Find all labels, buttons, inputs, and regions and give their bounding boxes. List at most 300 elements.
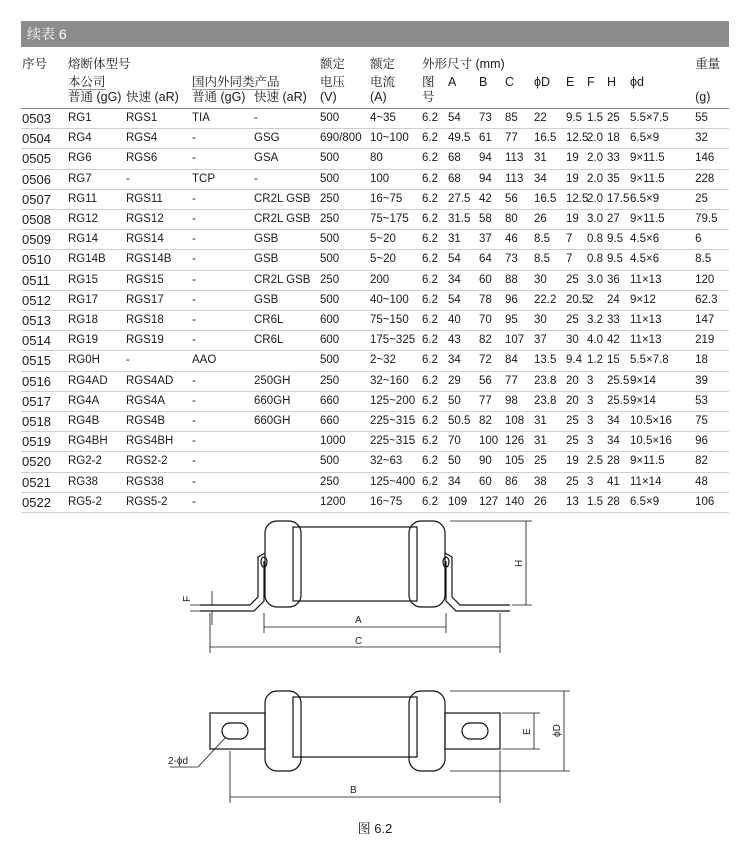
table-cell: 500 — [319, 452, 369, 472]
table-cell: 10.5×16 — [629, 412, 694, 432]
table-cell: 7 — [565, 250, 586, 270]
table-cell: 1.5 — [586, 492, 606, 512]
dim-label-H: H — [514, 559, 525, 567]
table-cell: 15 — [606, 351, 629, 371]
table-cell: 6.2 — [421, 311, 447, 331]
table-cell: 78 — [478, 290, 504, 310]
table-cell: 250 — [319, 189, 369, 209]
table-row — [21, 432, 729, 452]
table-cell: 73 — [504, 250, 533, 270]
table-cell: 225~315 — [369, 412, 421, 432]
table-cell: CR2L GSB — [253, 270, 319, 290]
table-cell: 0513 — [21, 311, 67, 331]
fuse-top-view — [210, 691, 500, 771]
table-cell: 3 — [586, 432, 606, 452]
table-cell: 55 — [694, 109, 729, 129]
table-cell: 48 — [694, 472, 729, 492]
table-row — [21, 412, 729, 432]
table-cell: 0503 — [21, 109, 67, 129]
table-cell: 0506 — [21, 169, 67, 189]
table-cell: GSB — [253, 290, 319, 310]
table-cell: 6.2 — [421, 412, 447, 432]
table-cell: RG4AD — [67, 371, 125, 391]
table-cell: 600 — [319, 311, 369, 331]
table-cell: - — [191, 492, 253, 512]
table-cell: 0.8 — [586, 230, 606, 250]
table-cell: 34 — [606, 432, 629, 452]
table-row — [21, 250, 729, 270]
table-cell: - — [191, 189, 253, 209]
table-cell: RGS4AD — [125, 371, 191, 391]
figure-6-2 — [150, 505, 600, 795]
table-cell: 22 — [533, 109, 565, 129]
table-cell: RGS4B — [125, 412, 191, 432]
table-cell: 109 — [447, 492, 478, 512]
table-cell: 17.5 — [606, 189, 629, 209]
table-cell: 31.5 — [447, 210, 478, 230]
header-rated-i-2: 电流 — [370, 75, 396, 89]
header-d: ϕd — [630, 75, 644, 89]
table-cell: 79.5 — [694, 210, 729, 230]
table-cell: AAO — [191, 351, 253, 371]
table-cell: 228 — [694, 169, 729, 189]
header-gg-1: 普通 (gG) — [67, 90, 125, 109]
dim-label-B: B — [350, 785, 357, 796]
table-cell: - — [125, 169, 191, 189]
table-cell: GSG — [253, 129, 319, 149]
header-ar-2: 快速 (aR) — [253, 90, 319, 109]
table-cell: 250 — [319, 210, 369, 230]
table-cell: RG17 — [67, 290, 125, 310]
table-cell: 200 — [369, 270, 421, 290]
table-cell: 25 — [533, 452, 565, 472]
table-cell: 28 — [606, 492, 629, 512]
table-cell: 42 — [478, 189, 504, 209]
table-row — [21, 452, 729, 472]
table-cell: RGS4BH — [125, 432, 191, 452]
table-cell: 94 — [478, 149, 504, 169]
table-cell: 75~150 — [369, 311, 421, 331]
table-cell: 6.2 — [421, 492, 447, 512]
table-cell: - — [191, 391, 253, 411]
table-cell: 20 — [565, 371, 586, 391]
table-cell: 100 — [369, 169, 421, 189]
header-seq: 序号 — [22, 57, 48, 71]
table-cell: 660GH — [253, 412, 319, 432]
table-cell: 84 — [504, 351, 533, 371]
table-cell: 23.8 — [533, 371, 565, 391]
table-cell: 6.2 — [421, 129, 447, 149]
table-cell: - — [191, 270, 253, 290]
table-cell: - — [191, 331, 253, 351]
table-cell: 18 — [606, 129, 629, 149]
dim-label-d: 2-ϕd — [168, 756, 189, 767]
table-cell: GSA — [253, 149, 319, 169]
table-cell: CR6L — [253, 311, 319, 331]
header-fig-1: 图 — [422, 75, 435, 89]
table-cell: 94 — [478, 169, 504, 189]
table-row — [21, 189, 729, 209]
table-cell: 70 — [478, 311, 504, 331]
table-cell: 32 — [694, 129, 729, 149]
table-cell: RG4A — [67, 391, 125, 411]
table-cell: 250GH — [253, 371, 319, 391]
table-cell: 2~32 — [369, 351, 421, 371]
table-cell: 27 — [606, 210, 629, 230]
table-cell: 500 — [319, 351, 369, 371]
table-cell: 250 — [319, 472, 369, 492]
table-cell: 6.2 — [421, 331, 447, 351]
table-cell: RG6 — [67, 149, 125, 169]
table-cell: RG14B — [67, 250, 125, 270]
top-view-dimensions — [170, 691, 570, 803]
table-cell: 12.5 — [565, 129, 586, 149]
figure-caption: 图 6.2 — [357, 821, 393, 836]
table-title-bar — [21, 21, 729, 47]
table-cell: 2.5 — [586, 452, 606, 472]
table-cell: - — [191, 452, 253, 472]
table-cell: 24 — [606, 290, 629, 310]
table-cell: 9.4 — [565, 351, 586, 371]
table-cell: 30 — [533, 270, 565, 290]
table-cell: 125~400 — [369, 472, 421, 492]
table-cell: 9.5 — [606, 250, 629, 270]
table-cell: 6.2 — [421, 169, 447, 189]
table-cell: 25 — [565, 472, 586, 492]
table-cell: 37 — [533, 331, 565, 351]
dim-label-C: C — [355, 636, 363, 647]
table-cell: 13 — [565, 492, 586, 512]
table-cell: 6.2 — [421, 250, 447, 270]
table-row — [21, 331, 729, 351]
table-cell: RGS11 — [125, 189, 191, 209]
table-cell: 6.2 — [421, 109, 447, 129]
table-cell: - — [191, 371, 253, 391]
side-view-dimensions — [190, 521, 532, 653]
header-company: 本公司 — [68, 75, 106, 89]
table-cell: 2.0 — [586, 149, 606, 169]
table-cell: 40~100 — [369, 290, 421, 310]
table-cell: RG38 — [67, 472, 125, 492]
header-gg-2: 普通 (gG) — [191, 90, 253, 109]
table-cell: 50.5 — [447, 412, 478, 432]
table-cell: 3 — [586, 472, 606, 492]
table-cell: 5.5×7.8 — [629, 351, 694, 371]
table-cell: 6.2 — [421, 432, 447, 452]
header-fig-2: 号 — [421, 90, 447, 109]
table-cell: TIA — [191, 109, 253, 129]
table-row — [21, 391, 729, 411]
table-cell: 82 — [694, 452, 729, 472]
table-cell: 43 — [447, 331, 478, 351]
table-cell: 25 — [565, 432, 586, 452]
header-rated-v-1: 额定 — [320, 57, 346, 71]
table-cell: RGS4 — [125, 129, 191, 149]
table-cell: 1.5 — [586, 109, 606, 129]
table-cell: RGS6 — [125, 149, 191, 169]
table-cell: 4.0 — [586, 331, 606, 351]
table-cell: 146 — [694, 149, 729, 169]
table-cell: 96 — [504, 290, 533, 310]
table-row — [21, 169, 729, 189]
table-cell: 25 — [694, 189, 729, 209]
table-cell: 16.5 — [533, 129, 565, 149]
table-cell: 82 — [478, 331, 504, 351]
table-cell: 73 — [478, 109, 504, 129]
table-cell: 140 — [504, 492, 533, 512]
table-cell: 8.5 — [533, 250, 565, 270]
table-cell: RGS19 — [125, 331, 191, 351]
table-cell: RG12 — [67, 210, 125, 230]
table-cell: RGS14B — [125, 250, 191, 270]
table-cell: - — [191, 250, 253, 270]
table-row — [21, 129, 729, 149]
table-cell: RG18 — [67, 311, 125, 331]
table-cell: 0508 — [21, 210, 67, 230]
table-cell: 9×11.5 — [629, 452, 694, 472]
table-cell: 11×13 — [629, 331, 694, 351]
table-cell: 6.5×9 — [629, 492, 694, 512]
header-dims: 外形尺寸 (mm) — [422, 57, 505, 71]
table-cell: 68 — [447, 169, 478, 189]
table-cell: 0515 — [21, 351, 67, 371]
table-cell: 11×13 — [629, 270, 694, 290]
header-B: B — [479, 75, 488, 89]
table-cell: 0504 — [21, 129, 67, 149]
table-cell: 0510 — [21, 250, 67, 270]
table-cell: RG5-2 — [67, 492, 125, 512]
table-cell: 36 — [606, 270, 629, 290]
table-cell: 80 — [504, 210, 533, 230]
table-cell: RG1 — [67, 109, 125, 129]
header-domestic: 国内外同类产品 — [192, 75, 280, 89]
table-cell: 500 — [319, 230, 369, 250]
table-cell: 30 — [565, 331, 586, 351]
table-cell: - — [191, 290, 253, 310]
table-cell: 32~63 — [369, 452, 421, 472]
table-cell — [253, 452, 319, 472]
table-cell: 4~35 — [369, 109, 421, 129]
table-cell: 31 — [533, 149, 565, 169]
table-cell: - — [191, 311, 253, 331]
table-cell: RG7 — [67, 169, 125, 189]
header-C: C — [505, 75, 515, 89]
table-cell: 19 — [565, 210, 586, 230]
table-cell: 42 — [606, 331, 629, 351]
table-cell: 225~315 — [369, 432, 421, 452]
table-cell: 31 — [447, 230, 478, 250]
header-rated-i-1: 额定 — [370, 57, 396, 71]
table-cell: 28 — [606, 452, 629, 472]
table-cell: 4.5×6 — [629, 250, 694, 270]
table-cell: CR6L — [253, 331, 319, 351]
table-cell: 6.2 — [421, 149, 447, 169]
table-cell: 82 — [478, 412, 504, 432]
table-cell: 120 — [694, 270, 729, 290]
table-cell: 56 — [504, 189, 533, 209]
table-cell: 23.8 — [533, 391, 565, 411]
table-cell: 12.5 — [565, 189, 586, 209]
spec-table — [21, 57, 729, 513]
table-cell: 0516 — [21, 371, 67, 391]
table-cell: 6.2 — [421, 472, 447, 492]
table-cell: 18 — [694, 351, 729, 371]
table-cell: 90 — [478, 452, 504, 472]
table-row — [21, 290, 729, 310]
table-cell: 3 — [586, 391, 606, 411]
table-cell: 6.2 — [421, 189, 447, 209]
table-cell: 25 — [606, 109, 629, 129]
table-cell: - — [191, 210, 253, 230]
table-cell: 25 — [565, 270, 586, 290]
table-cell: 0518 — [21, 412, 67, 432]
table-cell: 3 — [586, 371, 606, 391]
header-E: E — [566, 75, 575, 89]
table-cell: 25 — [565, 311, 586, 331]
table-cell: 5~20 — [369, 250, 421, 270]
table-cell: 6.2 — [421, 391, 447, 411]
table-cell: 31 — [533, 412, 565, 432]
table-row — [21, 311, 729, 331]
table-cell: RG4 — [67, 129, 125, 149]
table-cell: 50 — [447, 452, 478, 472]
table-cell: 77 — [478, 391, 504, 411]
table-cell: 3.2 — [586, 311, 606, 331]
table-cell: 25 — [565, 412, 586, 432]
table-cell: 20.5 — [565, 290, 586, 310]
table-cell — [253, 432, 319, 452]
table-cell: 19 — [565, 149, 586, 169]
table-cell: 77 — [504, 129, 533, 149]
table-cell: RG4B — [67, 412, 125, 432]
table-cell: 107 — [504, 331, 533, 351]
table-cell: 22.2 — [533, 290, 565, 310]
table-cell: RGS14 — [125, 230, 191, 250]
header-weight: 重量 — [695, 57, 721, 71]
table-cell: RG2-2 — [67, 452, 125, 472]
table-cell: 9×12 — [629, 290, 694, 310]
table-cell: - — [191, 412, 253, 432]
table-cell: 500 — [319, 169, 369, 189]
table-cell: 27.5 — [447, 189, 478, 209]
table-cell: 219 — [694, 331, 729, 351]
table-cell: CR2L GSB — [253, 210, 319, 230]
table-cell: 34 — [447, 472, 478, 492]
table-cell: 41 — [606, 472, 629, 492]
table-cell: 32~160 — [369, 371, 421, 391]
table-row — [21, 149, 729, 169]
header-ar-1: 快速 (aR) — [125, 90, 191, 109]
table-cell: 0520 — [21, 452, 67, 472]
table-cell: 4.5×6 — [629, 230, 694, 250]
table-cell: 85 — [504, 109, 533, 129]
table-cell: 34 — [447, 270, 478, 290]
table-cell: 54 — [447, 250, 478, 270]
table-cell: 75~175 — [369, 210, 421, 230]
table-cell: 5.5×7.5 — [629, 109, 694, 129]
table-cell: 46 — [504, 230, 533, 250]
table-cell: 25.5 — [606, 391, 629, 411]
table-cell: - — [253, 109, 319, 129]
table-cell — [253, 351, 319, 371]
table-cell: 60 — [478, 270, 504, 290]
table-cell: 9.5 — [606, 230, 629, 250]
table-cell: RG11 — [67, 189, 125, 209]
table-cell: 68 — [447, 149, 478, 169]
table-cell: 16~75 — [369, 189, 421, 209]
table-cell: 0505 — [21, 149, 67, 169]
dim-label-A: A — [355, 615, 362, 626]
table-cell: 5~20 — [369, 230, 421, 250]
header-H: H — [607, 75, 617, 89]
table-cell: 100 — [478, 432, 504, 452]
table-cell: 6.2 — [421, 290, 447, 310]
table-cell: RGS15 — [125, 270, 191, 290]
table-cell: 30 — [533, 311, 565, 331]
table-row — [21, 371, 729, 391]
table-cell: 49.5 — [447, 129, 478, 149]
table-cell: 62.3 — [694, 290, 729, 310]
table-cell: 10~100 — [369, 129, 421, 149]
table-cell: 70 — [447, 432, 478, 452]
table-cell: 500 — [319, 149, 369, 169]
table-cell: 6.2 — [421, 452, 447, 472]
header-model: 熔断体型号 — [68, 57, 131, 71]
dim-label-E: E — [522, 728, 533, 735]
table-cell: 88 — [504, 270, 533, 290]
table-cell: 61 — [478, 129, 504, 149]
table-cell: RGS12 — [125, 210, 191, 230]
table-cell: 86 — [504, 472, 533, 492]
table-cell: 2 — [586, 290, 606, 310]
table-cell: RG19 — [67, 331, 125, 351]
table-cell: - — [191, 230, 253, 250]
table-row — [21, 210, 729, 230]
header-rated-v-unit: (V) — [319, 90, 369, 109]
table-cell: 9×11.5 — [629, 149, 694, 169]
table-cell: RGS17 — [125, 290, 191, 310]
table-cell: 54 — [447, 109, 478, 129]
table-cell: 7 — [565, 230, 586, 250]
table-cell: RGS1 — [125, 109, 191, 129]
table-cell: RGS2-2 — [125, 452, 191, 472]
dim-label-D: ϕD — [552, 724, 563, 737]
table-cell: 20 — [565, 391, 586, 411]
table-row — [21, 230, 729, 250]
table-cell: 75 — [694, 412, 729, 432]
table-cell: 39 — [694, 371, 729, 391]
table-cell: CR2L GSB — [253, 189, 319, 209]
table-cell: RGS4A — [125, 391, 191, 411]
table-row — [21, 270, 729, 290]
table-cell: 0511 — [21, 270, 67, 290]
table-cell: 3.0 — [586, 270, 606, 290]
table-cell: 6 — [694, 230, 729, 250]
table-cell: 40 — [447, 311, 478, 331]
table-cell: 500 — [319, 250, 369, 270]
table-cell: 125~200 — [369, 391, 421, 411]
table-cell: 106 — [694, 492, 729, 512]
table-cell: - — [191, 129, 253, 149]
table-cell: GSB — [253, 250, 319, 270]
table-cell: 9×11.5 — [629, 169, 694, 189]
table-row — [21, 351, 729, 371]
table-cell: 72 — [478, 351, 504, 371]
table-row — [21, 109, 729, 129]
table-cell: 0519 — [21, 432, 67, 452]
table-cell: RG0H — [67, 351, 125, 371]
spec-table-body — [21, 109, 729, 513]
